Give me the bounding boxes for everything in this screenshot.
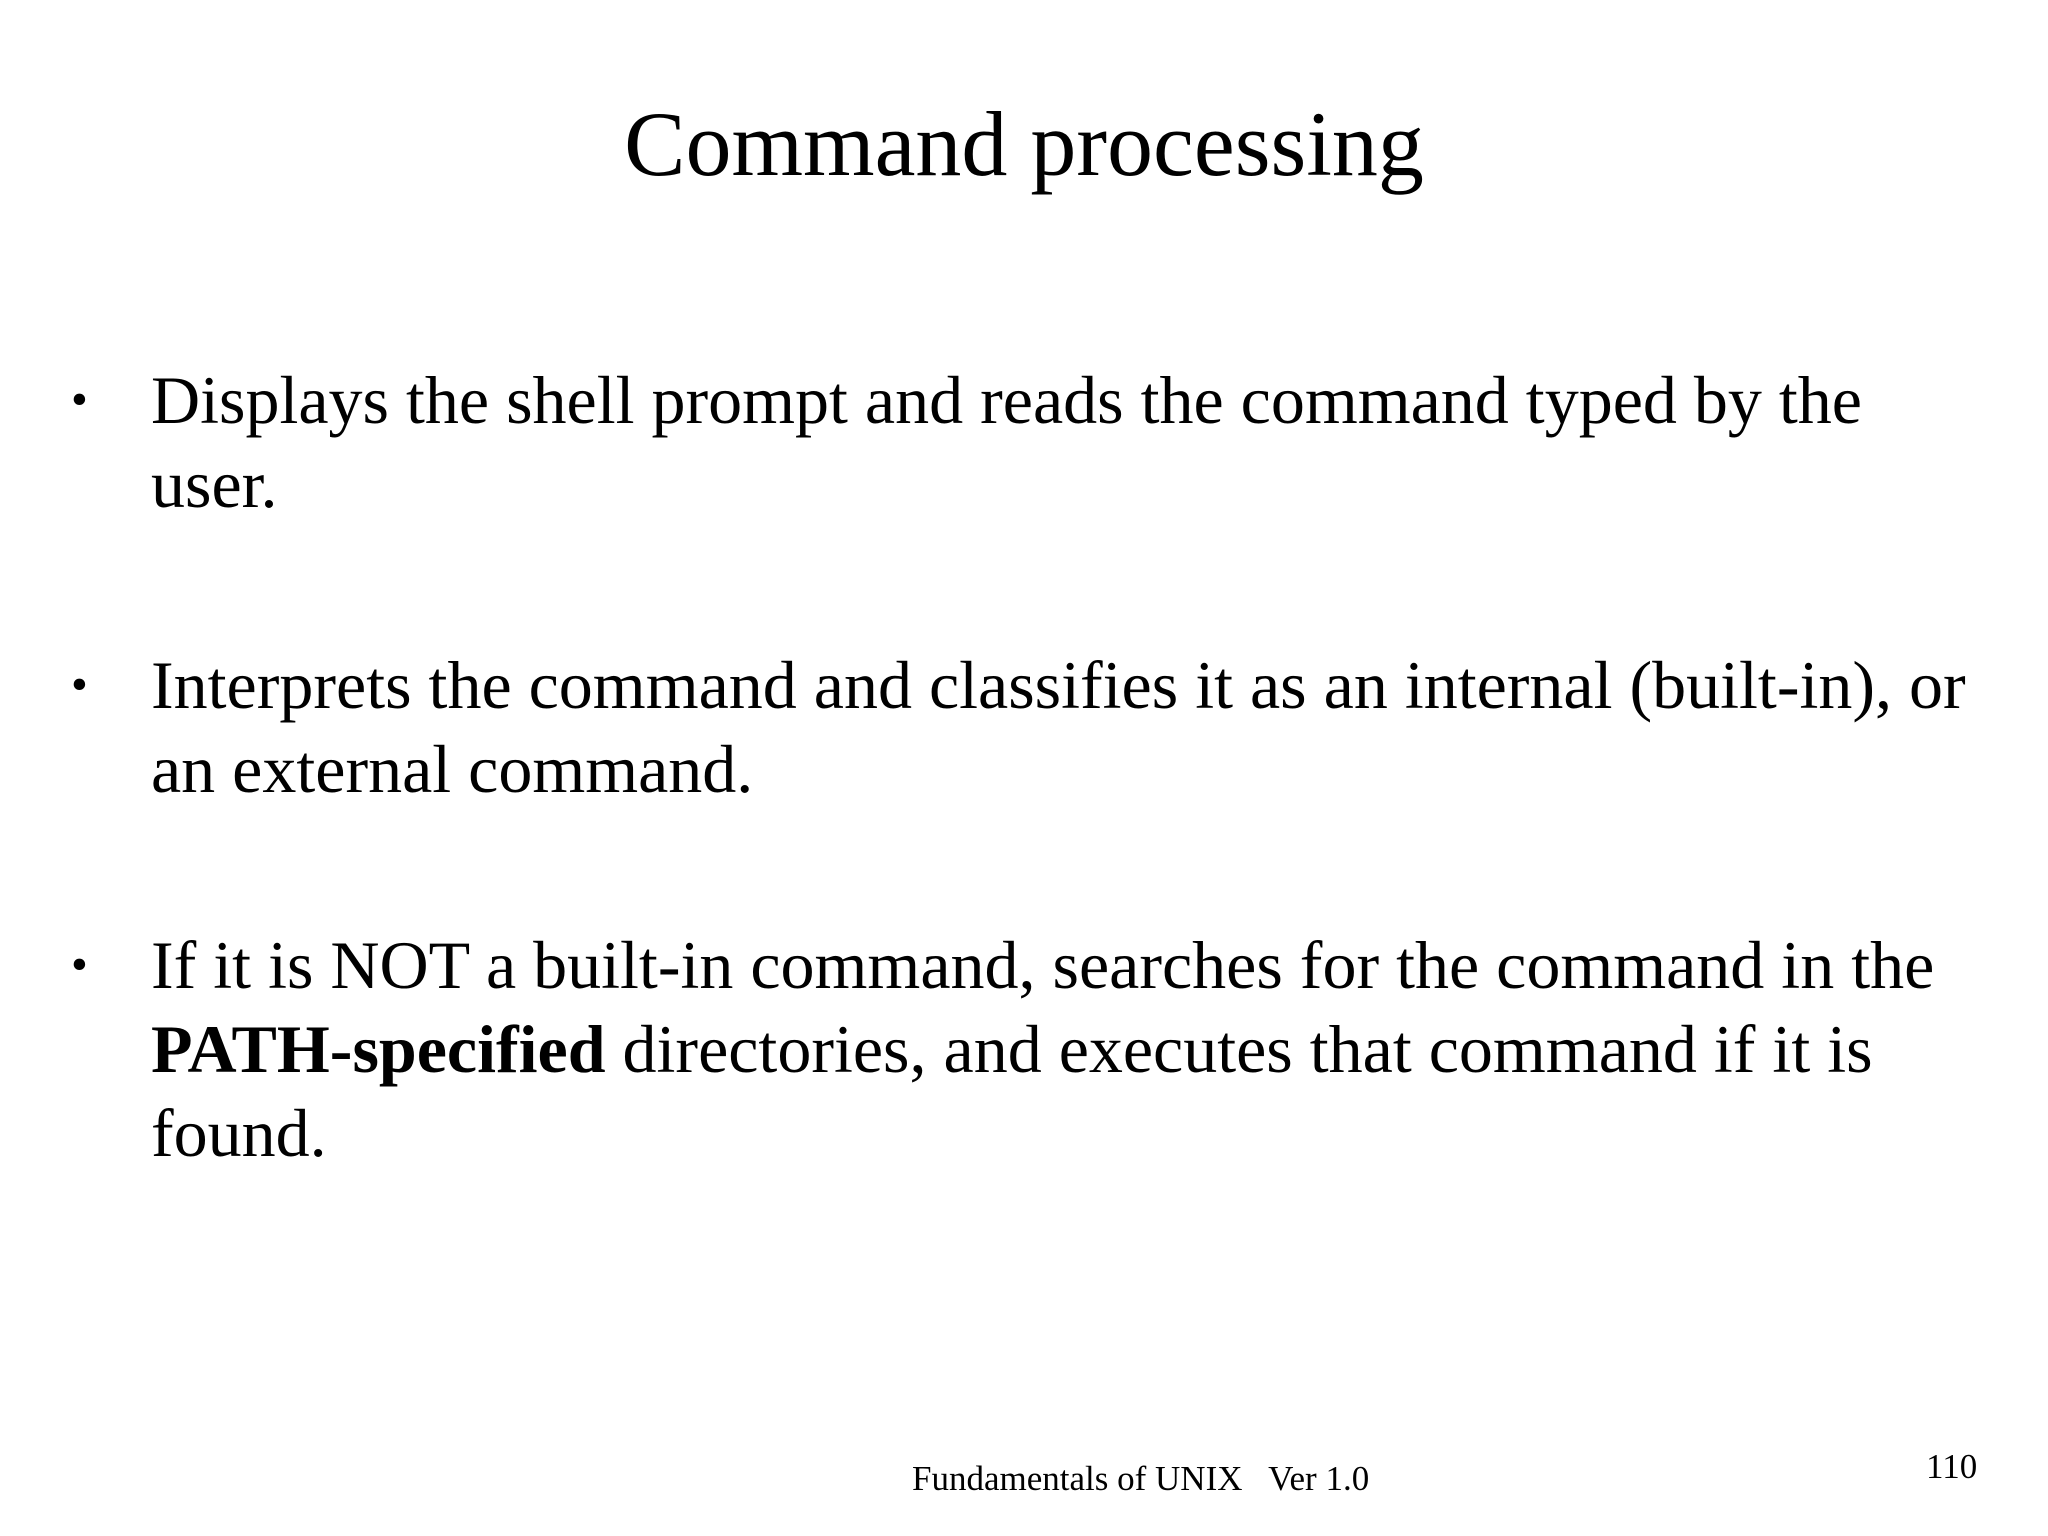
slide-title: Command processing	[624, 93, 1424, 195]
bullet-text-2-before: Interprets the command and classifies it as an internal (built-in), or an external command.	[151, 647, 1966, 807]
bullet-text-3	[151, 923, 1971, 1175]
bullet-text-2	[151, 643, 1971, 811]
bullet-point-icon: •	[71, 658, 88, 711]
footer-text: Fundamentals of UNIX Ver 1.0	[912, 1459, 1370, 1498]
bullet-point-icon: •	[71, 938, 88, 991]
page-number: 110	[1926, 1447, 1978, 1486]
bullet-text-1	[151, 358, 1971, 526]
bullet-text-3-before: If it is NOT a built-in command, searches for the command in the	[151, 927, 1935, 1003]
bullet-point-icon: •	[71, 373, 88, 426]
slide-footer	[0, 1447, 2048, 1505]
bullet-text-3-after: directories, and executes that command if it is found.	[151, 1011, 1873, 1171]
bullet-text-1-before: Displays the shell prompt and reads the command typed by the user.	[151, 362, 1862, 522]
path-specified-emphasis: PATH-specified	[151, 1011, 606, 1087]
